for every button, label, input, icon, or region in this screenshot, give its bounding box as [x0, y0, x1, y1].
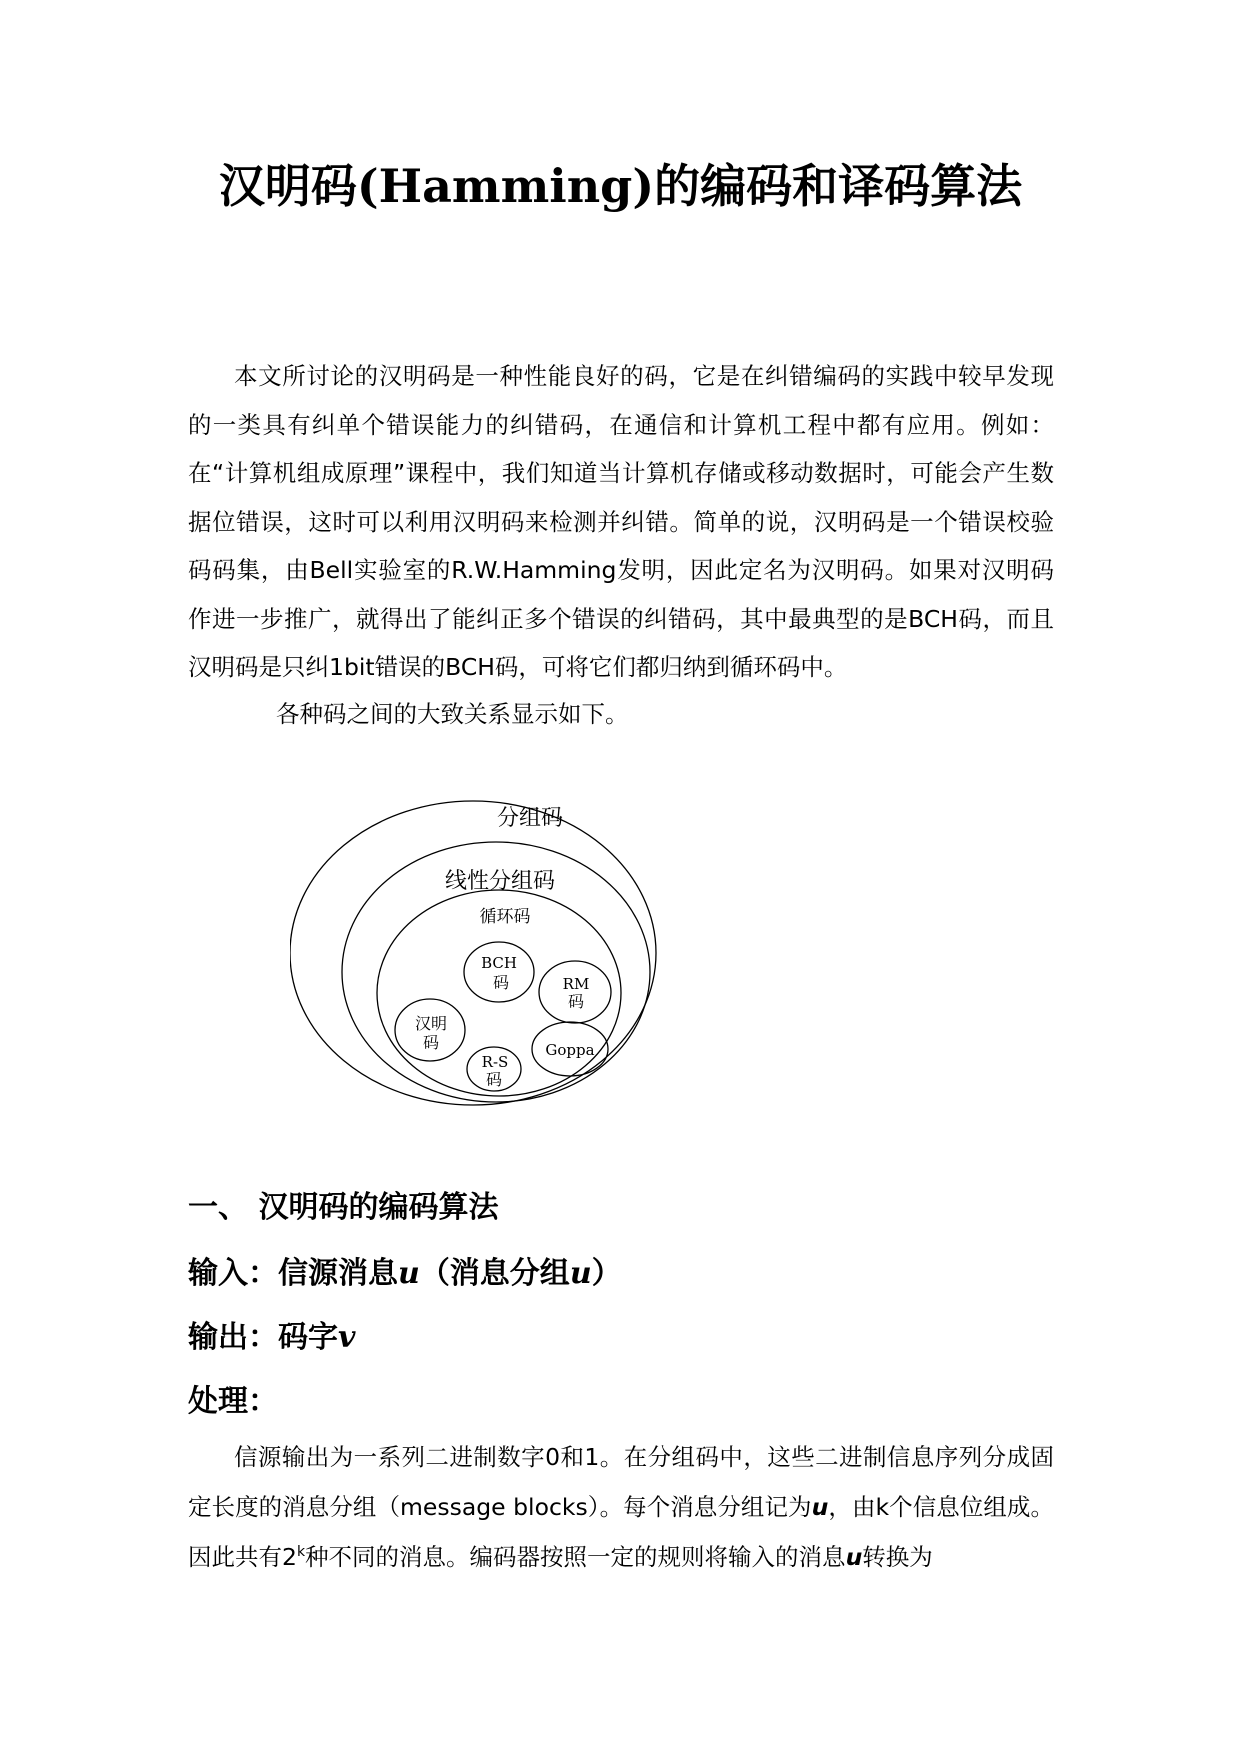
intro-paragraph: 本文所讨论的汉明码是一种性能良好的码，它是在纠错编码的实践中较早发现的一类具有纠单个错误能力的纠错码，在通信和计算机工程中都有应用。例如：在“计算机组成原理”课程中，我们知道当计算机存储或移动数据时，可能会产生数据位错误，这时可以利用汉明码来检测并纠错。简单的说，汉明码是一个错误校验码码集，由Bell实验室的R.W.Hamming发明，因此定名为汉明码。如果对汉明码作进一步推广，就得出了能纠正多个错误的纠错码，其中最典型的是BCH码，而且汉明码是只纠1bit错误的BCH码，可将它们都归纳到循环码中。 [188, 362, 1054, 681]
process-text-1: 信源输出为一系列二进制数字0和1。在分组码中，这些二进制信息序列分成固定长度的消息分组（message blocks）。每个消息分组记为 [188, 1443, 1054, 1521]
process-text-2: ，由k个信息位组成。因此共有2 [188, 1493, 1054, 1571]
section-heading: 一、 汉明码的编码算法 [188, 1190, 499, 1225]
input-label: 输入：信源消息 [188, 1256, 398, 1291]
process-heading: 处理： [188, 1384, 278, 1419]
rs-label-line1: R-S [481, 1053, 509, 1071]
output-label: 输出：码字 [188, 1320, 338, 1355]
hamming-label-line1: 汉明 [414, 1014, 448, 1033]
cyclic-code-label: 循环码 [479, 907, 531, 927]
process-text-4: 转换为 [862, 1543, 933, 1571]
input-variable-2: u [569, 1256, 592, 1291]
input-end: ） [591, 1256, 622, 1291]
bch-label-line1: BCH [481, 954, 517, 972]
code-relationship-diagram [290, 785, 670, 1135]
message-variable-u-2: u [845, 1543, 863, 1571]
input-heading [188, 1254, 622, 1294]
bch-code-circle [464, 942, 534, 1002]
process-text-3: 种不同的消息。编码器按照一定的规则将输入的消息 [305, 1543, 846, 1571]
output-variable: v [338, 1320, 356, 1355]
message-variable-u: u [811, 1493, 829, 1521]
output-heading [188, 1318, 355, 1358]
input-variable: u [398, 1256, 420, 1291]
hamming-label-line2: 码 [422, 1033, 440, 1052]
goppa-label: Goppa [545, 1041, 595, 1059]
block-code-ellipse [290, 801, 656, 1105]
rm-label-line1: RM [562, 975, 590, 993]
input-mid: （消息分组 [419, 1256, 570, 1291]
linear-block-code-label: 线性分组码 [444, 869, 556, 894]
diagram-caption: 各种码之间的大致关系显示如下。 [276, 700, 629, 728]
block-code-label: 分组码 [496, 806, 564, 831]
rm-label-line2: 码 [567, 992, 585, 1011]
bch-label-line2: 码 [492, 973, 510, 992]
page-title: 汉明码(Hamming)的编码和译码算法 [218, 159, 1023, 213]
rs-label-line2: 码 [485, 1070, 503, 1089]
process-paragraph [188, 1432, 1054, 1582]
exponent-k: k [296, 1544, 306, 1561]
